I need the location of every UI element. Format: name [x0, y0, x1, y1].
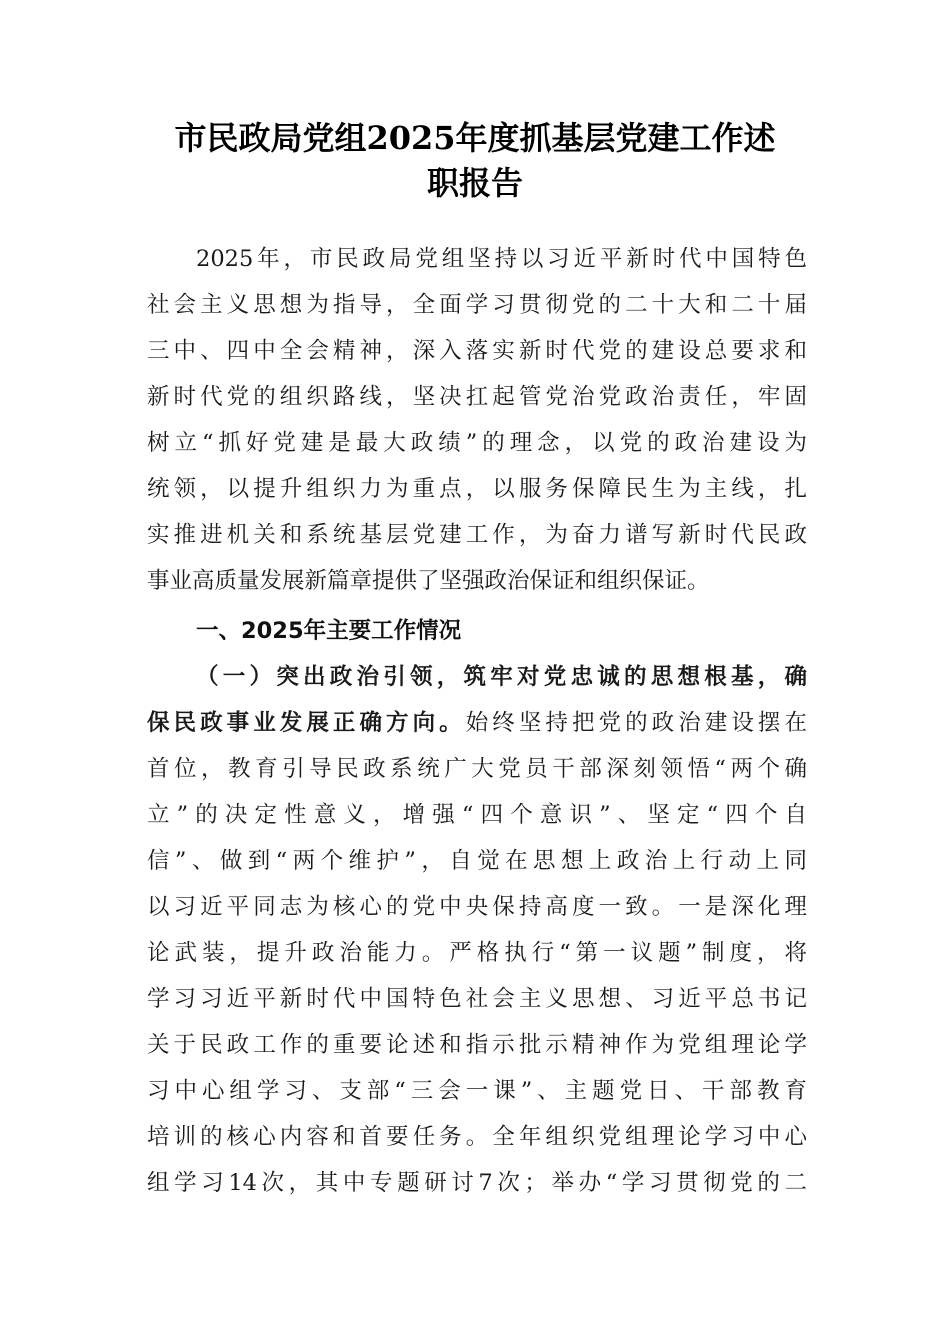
body-line: 组学习14次，其中专题研讨7次；举办“学习贯彻党的二 [147, 1170, 807, 1196]
body-line: 立”的决定性意义，增强“四个意识”、坚定“四个自 [147, 802, 807, 828]
body-line: 论武装，提升政治能力。严格执行“第一议题”制度，将 [147, 940, 807, 966]
document-title-line-2: 职报告 [426, 164, 523, 202]
subsection-heading-line-1: （一）突出政治引领，筑牢对党忠诚的思想根基，确 [196, 664, 807, 690]
body-line: 首位，教育引导民政系统广大党员干部深刻领悟“两个确 [147, 756, 807, 782]
body-line: 信”、做到“两个维护”，自觉在思想上政治上行动上同 [147, 848, 807, 874]
body-text-segment: 始终坚持把党的政治建设摆在 [465, 710, 807, 736]
intro-line: 实推进机关和系统基层党建工作，为奋力谱写新时代民政 [147, 522, 807, 548]
document-title-line-1: 市民政局党组2025年度抓基层党建工作述 [174, 119, 776, 157]
subsection-line-2 [147, 700, 807, 746]
intro-line: 树立“抓好党建是最大政绩”的理念，以党的政治建设为 [147, 430, 807, 456]
intro-line: 事业高质量发展新篇章提供了坚强政治保证和组织保证。 [147, 568, 710, 594]
body-line: 学习习近平新时代中国特色社会主义思想、习近平总书记 [147, 986, 807, 1012]
intro-line: 2025年，市民政局党组坚持以习近平新时代中国特色 [196, 246, 807, 272]
body-line: 习中心组学习、支部“三会一课”、主题党日、干部教育 [147, 1078, 807, 1104]
section-heading: 一、2025年主要工作情况 [196, 618, 462, 644]
body-line: 培训的核心内容和首要任务。全年组织党组理论学习中心 [147, 1124, 807, 1150]
body-line: 以习近平同志为核心的党中央保持高度一致。一是深化理 [147, 894, 807, 920]
intro-line: 三中、四中全会精神，深入落实新时代党的建设总要求和 [147, 338, 807, 364]
intro-line: 统领，以提升组织力为重点，以服务保障民生为主线，扎 [147, 476, 807, 502]
intro-line: 社会主义思想为指导，全面学习贯彻党的二十大和二十届 [147, 292, 807, 318]
intro-line: 新时代党的组织路线，坚决扛起管党治党政治责任，牢固 [147, 384, 807, 410]
body-line: 关于民政工作的重要论述和指示批示精神作为党组理论学 [147, 1032, 807, 1058]
subsection-heading-line-2: 保民政事业发展正确方向。 [147, 710, 466, 736]
